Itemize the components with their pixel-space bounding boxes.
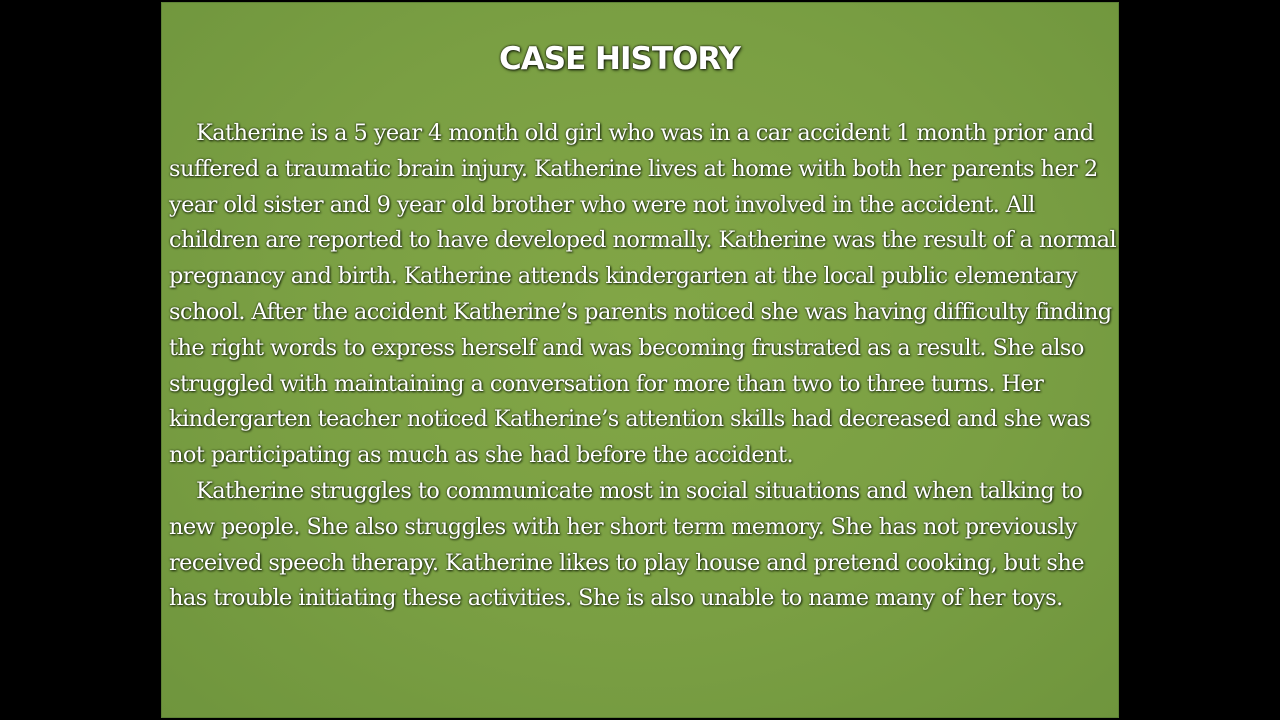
slide-title: CASE HISTORY bbox=[499, 41, 740, 77]
slide bbox=[161, 2, 1119, 718]
paragraph-2: Katherine struggles to communicate most in social situations and when talking to new people. She also struggles with her short term memory. She has not previously received speech therapy. Katherine likes to play house and pretend cooking, but she has trouble initiating these activities. She is also unable to name many of her toys. bbox=[169, 477, 1084, 612]
paragraph-1: Katherine is a 5 year 4 month old girl who was in a car accident 1 month prior and suffered a traumatic brain injury. Katherine lives at home with both her parents her 2 year old sister and 9 year old brother who were not involved in the accident. All children are reported to have developed normally. Katherine was the result of a normal pregnancy and birth. Katherine attends kindergarten at the local public elementary school. After the accident Katherine’s parents noticed she was having difficulty finding the right words to express herself and was becoming frustrated as a result. She also struggled with maintaining a conversation for more than two to three turns. Her kindergarten teacher noticed Katherine’s attention skills had decreased and she was not participating as much as she had before the accident. bbox=[169, 120, 1117, 469]
slide-body bbox=[169, 116, 1117, 617]
